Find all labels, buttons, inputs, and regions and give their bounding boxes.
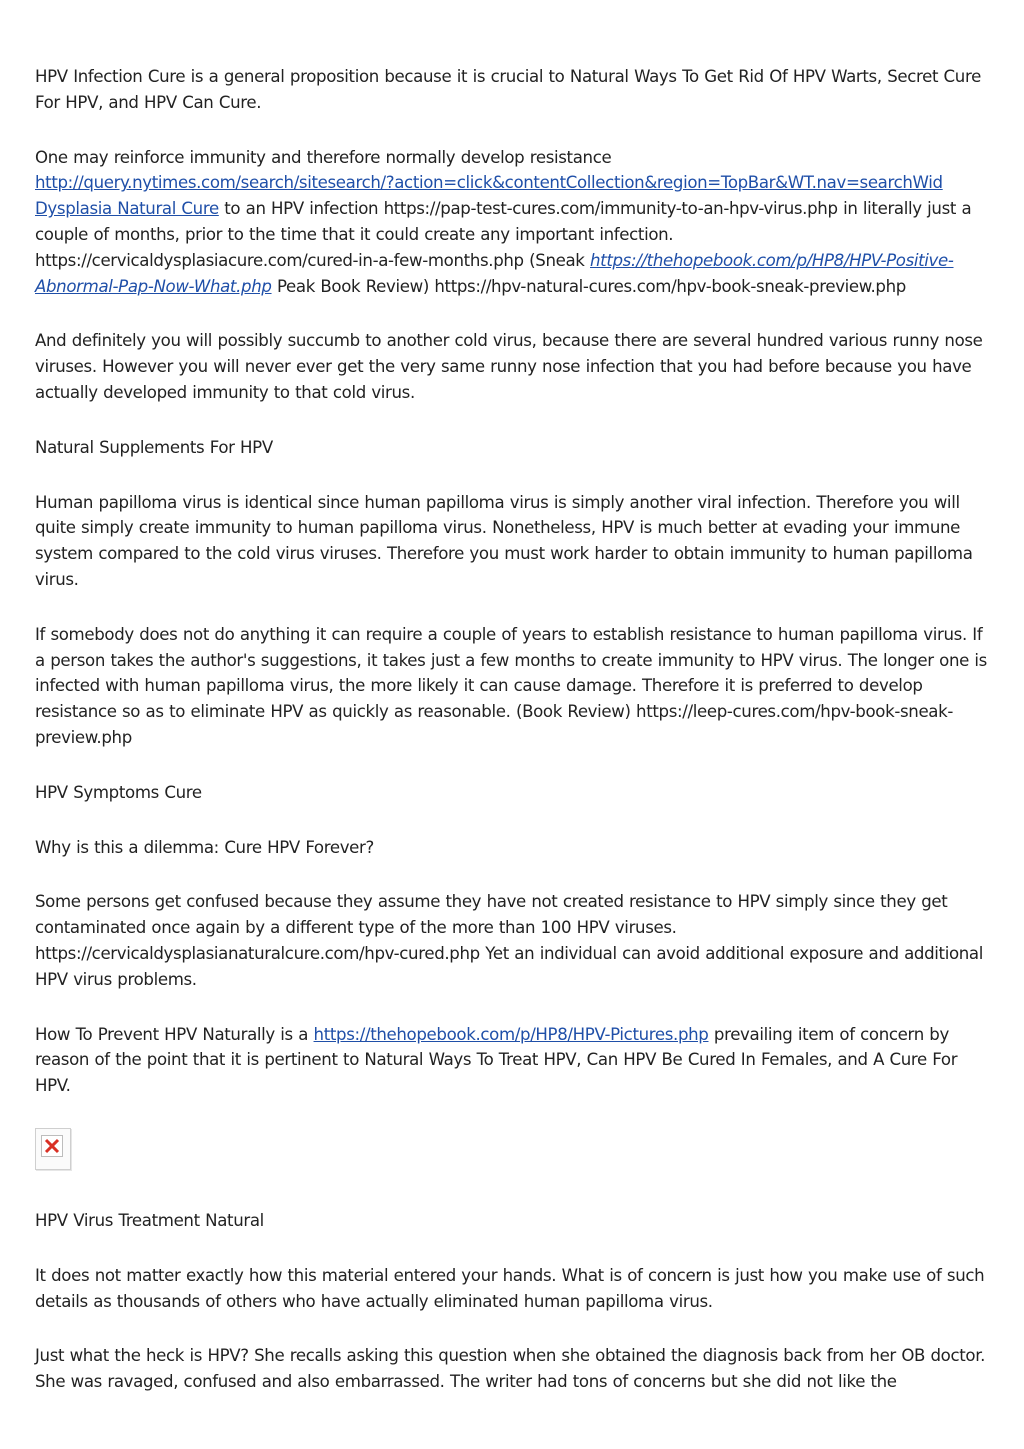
broken-image-placeholder (35, 1128, 71, 1170)
paragraph-prevent-hpv-intro: How To Prevent HPV Naturally is a (35, 1024, 314, 1044)
paragraph-confused-persons: Some persons get confused because they assume they have not created resistance to HPV simply since they get contaminated once again by a different type of the more than 100 HPV viruses. https://cervicaldysplasianaturalcure.com/hpv-cured.php Yet an individual can avoid additional exposure and additional HPV virus problems. (35, 892, 984, 989)
heading-virus-treatment-natural: HPV Virus Treatment Natural (35, 1210, 264, 1230)
paragraph-immunity (35, 145, 995, 300)
paragraph-immunity-mid: to an HPV infection https://pap-test-cures.com/immunity-to-an-hpv-virus.php in literally just a couple of months, prior to the time that it could create any important infection. https://cervicaldysplasiacure.com/cured-in-a-few-months.php (Sneak (35, 199, 972, 270)
heading-hpv-symptoms-cure: HPV Symptoms Cure (35, 782, 202, 802)
paragraph-resistance-time: If somebody does not do anything it can require a couple of years to establish resistance to human papilloma virus. If a person takes the author's suggestions, it takes just a few months to create immunity to HPV virus. The longer one is infected with human papilloma virus, the more likely it can cause damage. Therefore it is preferred to develop resistance so as to eliminate HPV as quickly as reasonable. (Book Review) https://leep-cures.com/hpv-book-sneak-preview.php (35, 624, 987, 747)
document-body (35, 64, 995, 1424)
heading-natural-supplements: Natural Supplements For HPV (35, 437, 273, 457)
paragraph-cold-virus: And definitely you will possibly succumb to another cold virus, because there are several hundred various runny nose viruses. However you will never ever get the very same runny nose infection that you had before because you have actually developed immunity to that cold virus. (35, 331, 983, 402)
nytimes-search-link[interactable]: http://query.nytimes.com/search/sitesearch/?action=click&contentCollection&region=TopBar&WT.nav=searchWid (35, 173, 943, 193)
paragraph-intro: HPV Infection Cure is a general proposition because it is crucial to Natural Ways To Get Rid Of HPV Warts, Secret Cure For HPV, and HPV Can Cure. (35, 67, 981, 112)
paragraph-prevent-hpv (35, 1022, 995, 1099)
paragraph-material-hands: It does not matter exactly how this material entered your hands. What is of concern is just how you make use of such details as thousands of others who have actually eliminated human papilloma virus. (35, 1265, 985, 1311)
heading-dilemma: Why is this a dilemma: Cure HPV Forever? (35, 837, 374, 857)
dysplasia-natural-cure-link[interactable]: Dysplasia Natural Cure (35, 199, 219, 219)
paragraph-papilloma-identical: Human papilloma virus is identical since human papilloma virus is simply another viral infection. Therefore you will quite simply create immunity to human papilloma virus. Nonetheless, HPV is much better at evading your immune system compared to the cold virus viruses. Therefore you must work harder to obtain immunity to human papilloma virus. (35, 492, 973, 589)
paragraph-immunity-intro: One may reinforce immunity and therefore normally develop resistance (35, 147, 612, 167)
hpv-positive-abnormal-pap-link[interactable]: https://thehopebook.com/p/HP8/HPV-Positive-Abnormal-Pap-Now-What.php (35, 250, 954, 296)
paragraph-what-is-hpv: Just what the heck is HPV? She recalls asking this question when she obtained the diagnosis back from her OB doctor. She was ravaged, confused and also embarrassed. The writer had tons of concerns but she did not like the (35, 1346, 986, 1392)
broken-image-icon (41, 1135, 63, 1157)
paragraph-prevent-hpv-end: prevailing item of concern by reason of the point that it is pertinent to Natural Ways To Treat HPV, Can HPV Be Cured In Females, and A Cure For HPV. (35, 1024, 958, 1096)
hpv-pictures-link[interactable]: https://thehopebook.com/p/HP8/HPV-Pictures.php (313, 1024, 709, 1044)
paragraph-immunity-end: Peak Book Review) https://hpv-natural-cures.com/hpv-book-sneak-preview.php (271, 276, 906, 296)
